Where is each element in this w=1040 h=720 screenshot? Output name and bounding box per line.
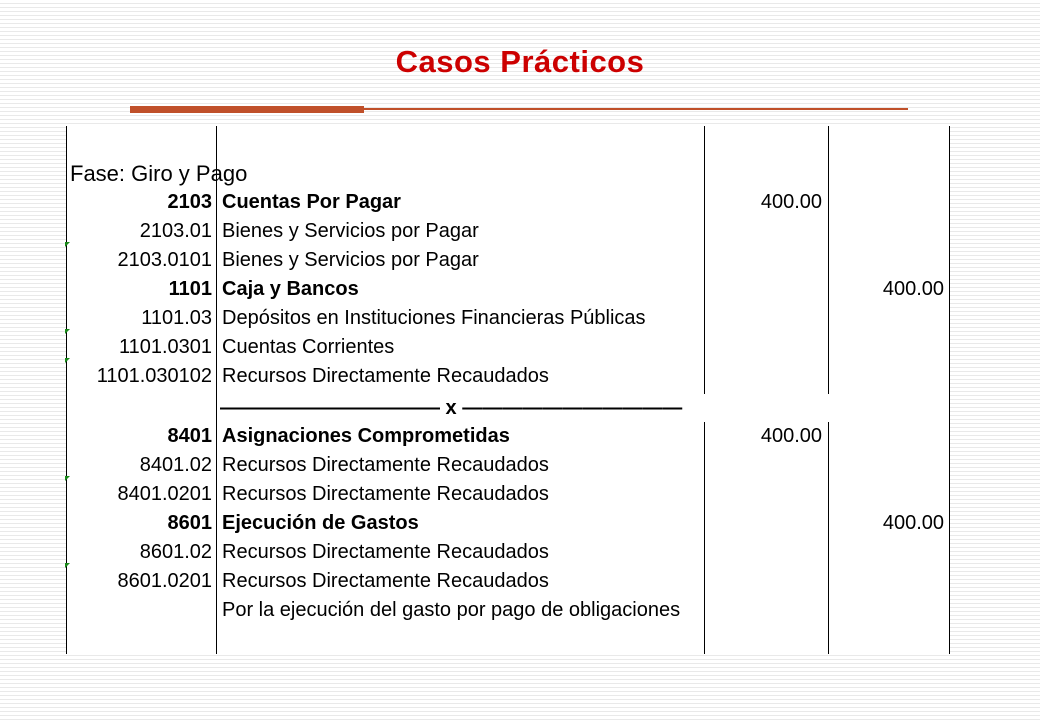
debit-amount: [706, 246, 822, 274]
account-description: Cuentas Corrientes: [222, 336, 395, 358]
table-row: [66, 538, 950, 566]
table-row: [66, 188, 950, 216]
credit-amount: 400.00: [882, 512, 944, 534]
cell-error-marker: [65, 358, 70, 363]
debit-amount: [706, 304, 822, 332]
debit-amount: 400.00: [760, 425, 822, 447]
account-code: 2103.01: [139, 220, 212, 242]
credit-amount: [830, 362, 944, 390]
table-row: [66, 333, 950, 361]
account-code: 8601.02: [139, 541, 212, 563]
entry-separator: ——————————— x ———————————: [220, 397, 683, 419]
debit-amount: 400.00: [760, 191, 822, 213]
journal-entry-table: [66, 126, 950, 654]
account-code: 1101.03: [141, 307, 212, 329]
table-row: [66, 509, 950, 537]
phase-label: Fase: Giro y Pago: [70, 161, 248, 186]
debit-amount: [706, 596, 822, 624]
credit-amount: [830, 567, 944, 595]
debit-amount: [706, 333, 822, 361]
table-row: [66, 480, 950, 508]
table-row: [66, 422, 950, 450]
debit-amount: [706, 451, 822, 479]
account-description: Caja y Bancos: [222, 278, 359, 300]
debit-amount: [706, 275, 822, 303]
credit-amount: [830, 422, 944, 450]
account-code: 1101.030102: [96, 365, 212, 387]
account-description: Asignaciones Comprometidas: [222, 425, 510, 447]
credit-amount: [830, 217, 944, 245]
account-code: 8401: [167, 425, 212, 447]
table-row: [66, 246, 950, 274]
debit-amount: [706, 362, 822, 390]
credit-amount: [830, 480, 944, 508]
account-code: 2103.0101: [117, 249, 212, 271]
title-underline-accent: [130, 106, 364, 113]
account-description: Cuentas Por Pagar: [222, 191, 401, 213]
credit-amount: [830, 304, 944, 332]
debit-amount: [706, 567, 822, 595]
account-description: Recursos Directamente Recaudados: [222, 541, 549, 563]
table-row: [66, 567, 950, 595]
account-code: 1101: [168, 278, 212, 300]
cell-error-marker: [65, 329, 70, 334]
credit-amount: [830, 538, 944, 566]
cell-error-marker: [65, 476, 70, 481]
account-code: 8401.0201: [117, 483, 212, 505]
account-description: Recursos Directamente Recaudados: [222, 454, 549, 476]
account-description: Recursos Directamente Recaudados: [222, 483, 549, 505]
account-description: Ejecución de Gastos: [222, 512, 419, 534]
credit-amount: [830, 188, 944, 216]
account-description: Depósitos en Instituciones Financieras Públicas: [222, 307, 646, 329]
table-row: [66, 596, 950, 624]
table-row: [66, 451, 950, 479]
table-row: [66, 217, 950, 245]
account-description: Recursos Directamente Recaudados: [222, 365, 549, 387]
table-row: [66, 275, 950, 303]
account-code: 8401.02: [139, 454, 212, 476]
credit-amount: [830, 596, 944, 624]
cell-error-marker: [65, 563, 70, 568]
credit-amount: 400.00: [882, 278, 944, 300]
cell-error-marker: [65, 242, 70, 247]
credit-amount: [830, 333, 944, 361]
account-description: Por la ejecución del gasto por pago de obligaciones: [222, 599, 681, 621]
account-description: Bienes y Servicios por Pagar: [222, 220, 479, 242]
page-title: Casos Prácticos: [395, 44, 645, 79]
account-description: Recursos Directamente Recaudados: [222, 570, 549, 592]
account-code: 8601.0201: [117, 570, 212, 592]
account-code: [66, 596, 212, 624]
table-row: [66, 304, 950, 332]
account-code: 1101.0301: [118, 336, 212, 358]
table-row: [66, 362, 950, 390]
title-underline: [364, 108, 908, 110]
debit-amount: [706, 509, 822, 537]
debit-amount: [706, 480, 822, 508]
credit-amount: [830, 246, 944, 274]
account-code: 8601: [167, 512, 212, 534]
debit-amount: [706, 538, 822, 566]
debit-amount: [706, 217, 822, 245]
account-description: Bienes y Servicios por Pagar: [222, 249, 479, 271]
credit-amount: [830, 451, 944, 479]
account-code: 2103: [167, 191, 212, 213]
